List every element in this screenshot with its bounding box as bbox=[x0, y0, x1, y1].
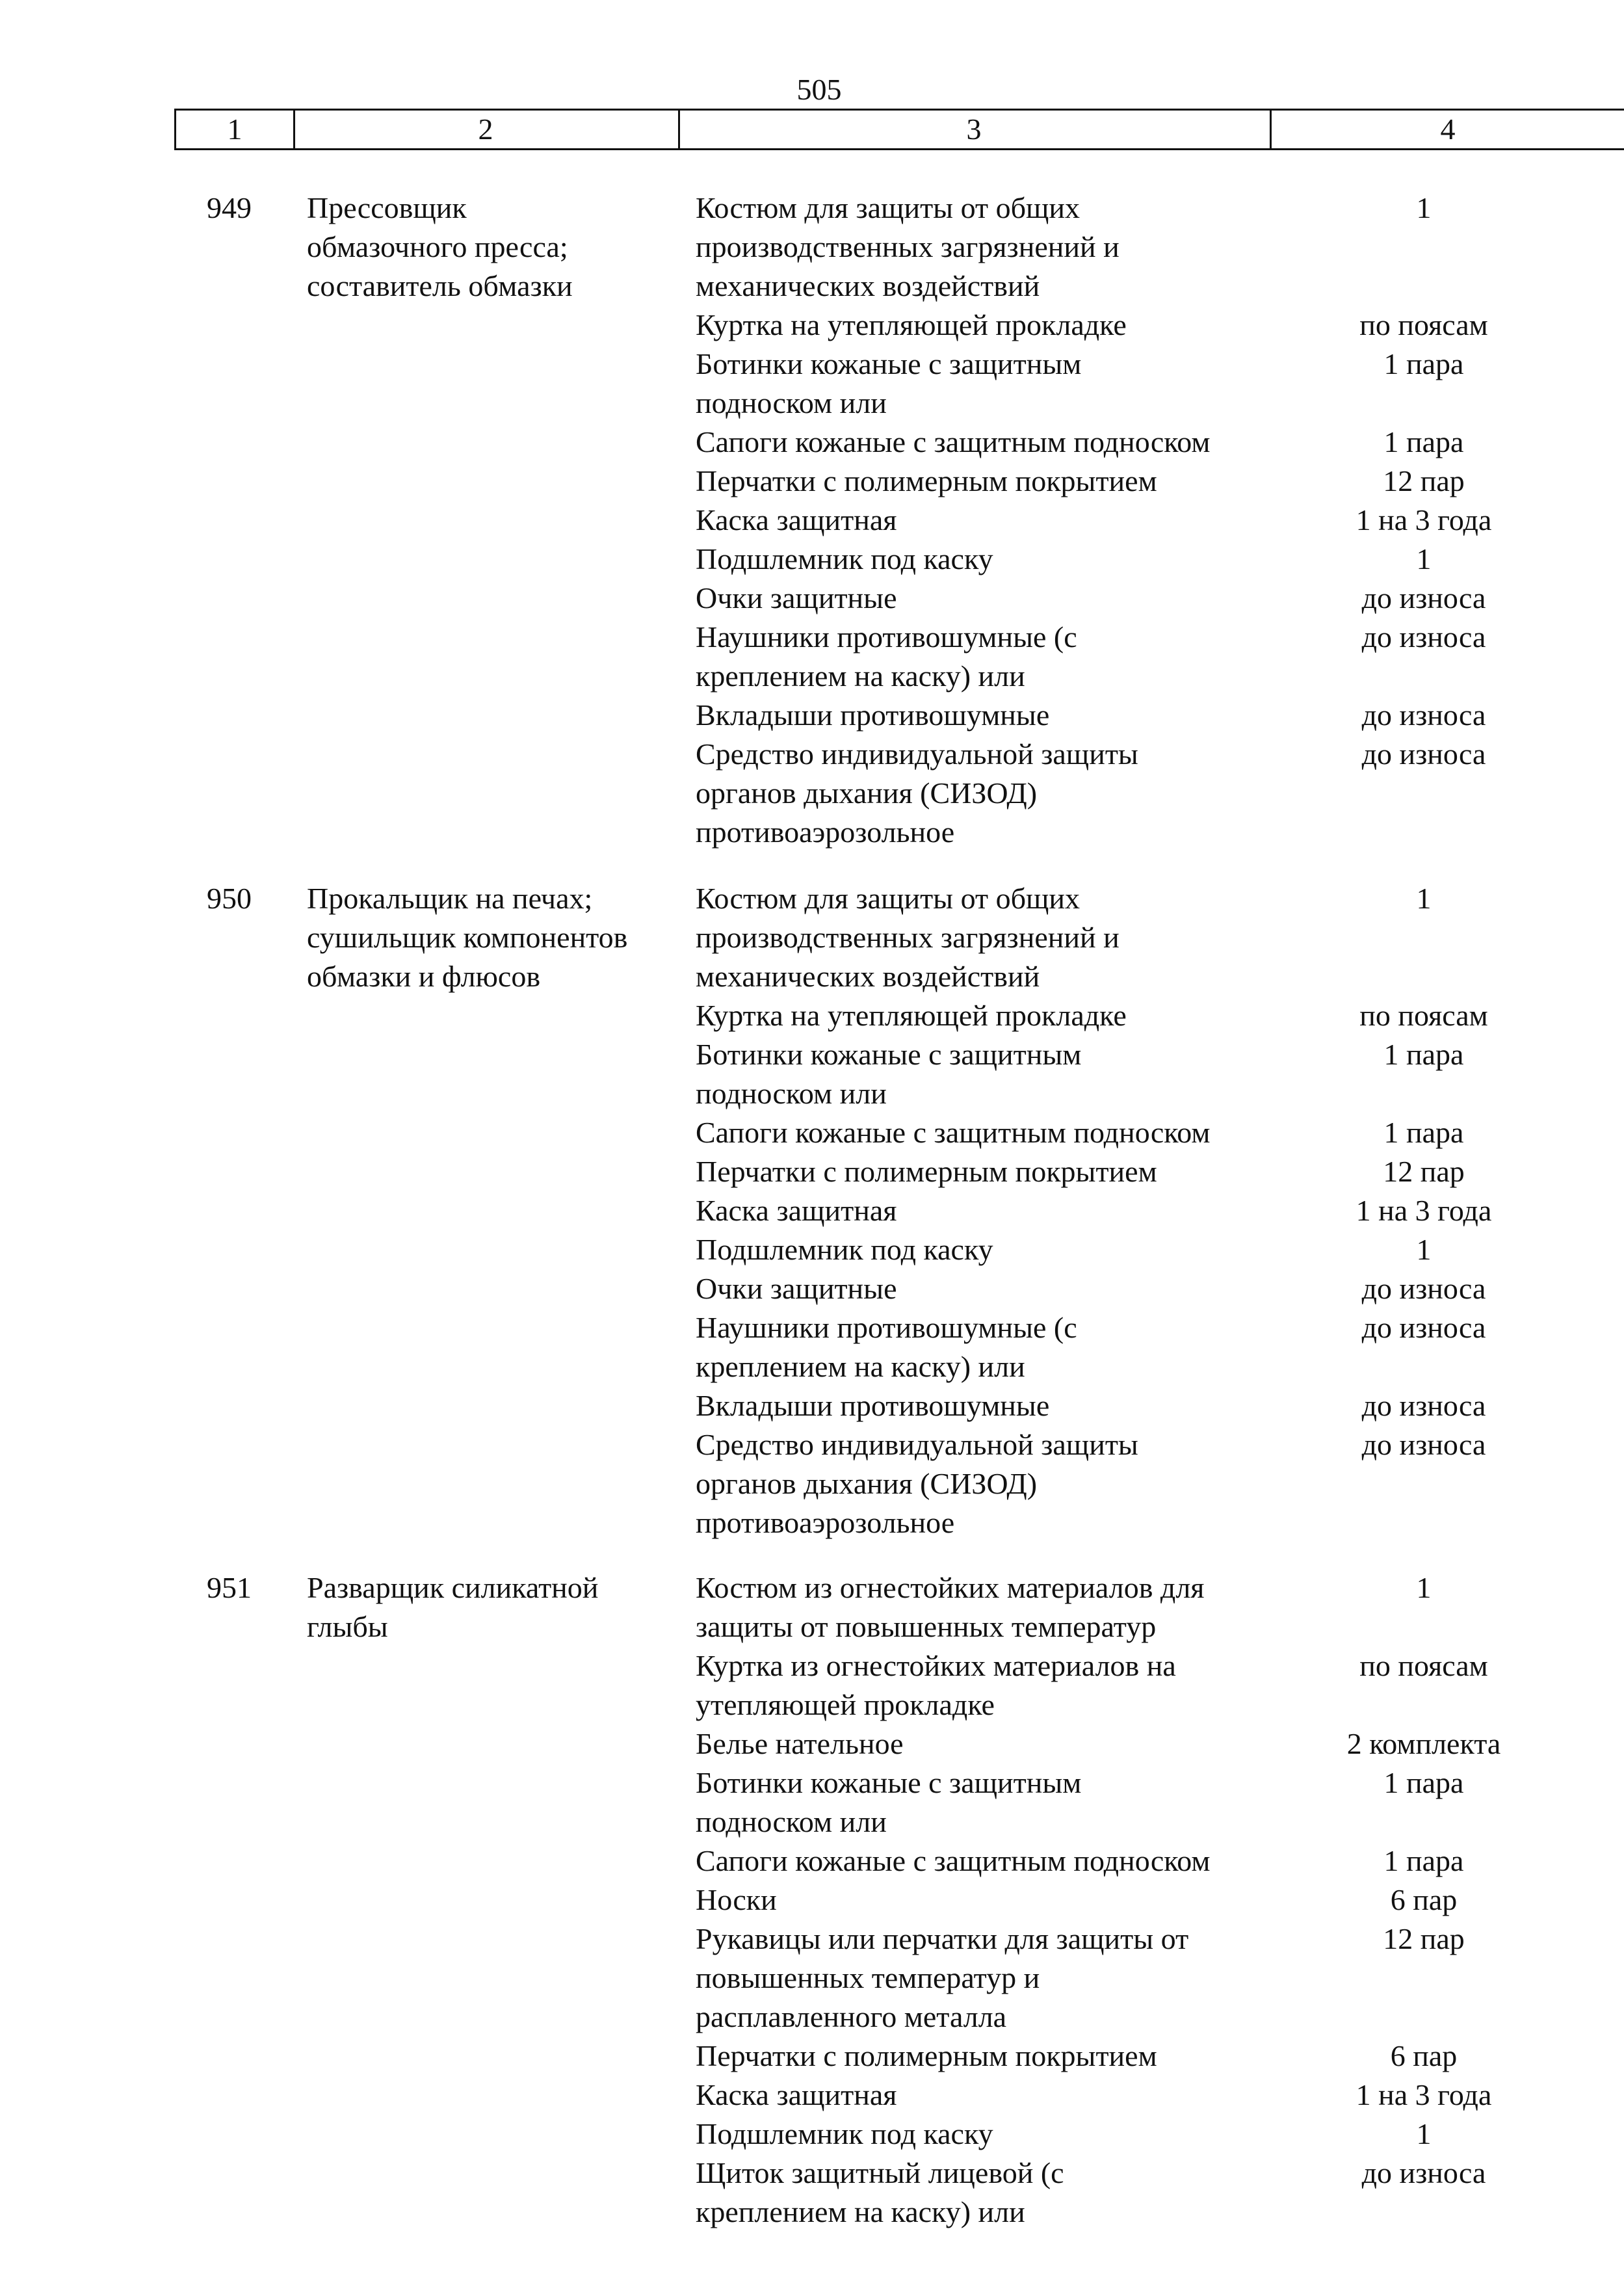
ppe-item-name-line: Подшлемник под каску bbox=[696, 2117, 993, 2150]
ppe-item-name bbox=[696, 2154, 1294, 2232]
ppe-item-name-line: Щиток защитный лицевой (с bbox=[696, 2156, 1064, 2189]
ppe-item-name-line: противоаэрозольное bbox=[696, 815, 955, 849]
ppe-item-quantity: до износа bbox=[1361, 737, 1486, 771]
ppe-item-quantity: 1 пара bbox=[1383, 1844, 1464, 1877]
ppe-item-name-line: Сапоги кожаные с защитным подноском bbox=[696, 1844, 1211, 1877]
ppe-item-quantity: 1 bbox=[1416, 882, 1432, 915]
ppe-item-quantity: 12 пар bbox=[1383, 464, 1465, 497]
ppe-item-name bbox=[696, 1269, 1294, 1308]
ppe-item-name-line: органов дыхания (СИЗОД) bbox=[696, 776, 1038, 810]
ppe-item-name-line: Костюм для защиты от общих bbox=[696, 191, 1080, 224]
ppe-item-quantity: до износа bbox=[1361, 1389, 1486, 1422]
ppe-item bbox=[0, 2154, 1624, 2232]
ppe-item-name-line: креплением на каску) или bbox=[696, 659, 1025, 693]
ppe-item-name-line: производственных загрязнений и bbox=[696, 230, 1120, 263]
column-header-1: 1 bbox=[176, 111, 295, 148]
entry-number: 950 bbox=[207, 882, 252, 915]
ppe-item bbox=[0, 1841, 1624, 1880]
ppe-item bbox=[0, 540, 1624, 579]
ppe-item-name-line: Ботинки кожаные с защитным bbox=[696, 1766, 1082, 1799]
ppe-item-name bbox=[696, 1308, 1294, 1386]
ppe-item bbox=[0, 1230, 1624, 1269]
ppe-item-quantity: 1 на 3 года bbox=[1356, 2078, 1492, 2111]
ppe-item-name bbox=[696, 1386, 1294, 1425]
ppe-item-quantity: 1 на 3 года bbox=[1356, 1194, 1492, 1227]
ppe-item-name-line: расплавленного металла bbox=[696, 2000, 1007, 2033]
ppe-item bbox=[0, 501, 1624, 540]
ppe-item-name bbox=[696, 1568, 1294, 1646]
ppe-item-name-line: защиты от повышенных температур bbox=[696, 1610, 1157, 1643]
ppe-item-name-line: Перчатки с полимерным покрытием bbox=[696, 2039, 1157, 2072]
ppe-item bbox=[0, 879, 1624, 996]
ppe-item bbox=[0, 579, 1624, 618]
ppe-item-name-line: Средство индивидуальной защиты bbox=[696, 1428, 1138, 1461]
table-header bbox=[174, 109, 1624, 150]
column-header-4: 4 bbox=[1440, 112, 1456, 146]
ppe-item bbox=[0, 618, 1624, 696]
ppe-item-name-line: креплением на каску) или bbox=[696, 1350, 1025, 1383]
ppe-item-name-line: Каска защитная bbox=[696, 1194, 897, 1227]
ppe-item bbox=[0, 1035, 1624, 1113]
ppe-item-quantity: 6 пар bbox=[1390, 1883, 1458, 1916]
ppe-item-name bbox=[696, 696, 1294, 735]
ppe-item-name-line: Вкладыши противошумные bbox=[696, 698, 1050, 732]
ppe-item-quantity: 1 на 3 года bbox=[1356, 503, 1492, 536]
page-number: 505 bbox=[796, 73, 842, 106]
ppe-item-quantity: 1 пара bbox=[1383, 1766, 1464, 1799]
ppe-item bbox=[0, 1386, 1624, 1425]
ppe-item-name-line: Подшлемник под каску bbox=[696, 1233, 993, 1266]
ppe-item-name-line: производственных загрязнений и bbox=[696, 921, 1120, 954]
ppe-item-name-line: Наушники противошумные (с bbox=[696, 1311, 1077, 1344]
ppe-item-quantity: до износа bbox=[1361, 581, 1486, 614]
ppe-item-name-line: подноском или bbox=[696, 386, 887, 419]
ppe-item-name-line: подноском или bbox=[696, 1077, 887, 1110]
ppe-item-name-line: механических воздействий bbox=[696, 960, 1040, 993]
ppe-item bbox=[0, 735, 1624, 852]
ppe-item-name bbox=[696, 2076, 1294, 2115]
ppe-item-name-line: утепляющей прокладке bbox=[696, 1688, 995, 1721]
profession-line: Разварщик силикатной bbox=[307, 1571, 599, 1604]
ppe-item bbox=[0, 996, 1624, 1035]
ppe-item bbox=[0, 1191, 1624, 1230]
ppe-item-name bbox=[696, 189, 1294, 306]
ppe-item-quantity: 2 комплекта bbox=[1346, 1727, 1501, 1760]
ppe-item bbox=[0, 189, 1624, 306]
ppe-item-name bbox=[696, 618, 1294, 696]
ppe-item bbox=[0, 345, 1624, 423]
ppe-item-name-line: Сапоги кожаные с защитным подноском bbox=[696, 1116, 1211, 1149]
ppe-item-quantity: до износа bbox=[1361, 620, 1486, 653]
ppe-item-quantity: по поясам bbox=[1359, 1649, 1488, 1682]
ppe-item-name bbox=[696, 423, 1294, 462]
ppe-item-name-line: повышенных температур и bbox=[696, 1961, 1040, 1994]
ppe-item-name-line: Подшлемник под каску bbox=[696, 542, 993, 575]
ppe-item-name bbox=[696, 1841, 1294, 1880]
ppe-item-quantity: до износа bbox=[1361, 1311, 1486, 1344]
ppe-item-name-line: Костюм для защиты от общих bbox=[696, 882, 1080, 915]
profession-line: сушильщик компонентов bbox=[307, 921, 628, 954]
ppe-item-name-line: Костюм из огнестойких материалов для bbox=[696, 1571, 1205, 1604]
ppe-item-name bbox=[696, 1724, 1294, 1763]
ppe-item-quantity: 1 bbox=[1416, 1571, 1432, 1604]
ppe-item-quantity: 12 пар bbox=[1383, 1922, 1465, 1955]
ppe-item-name-line: противоаэрозольное bbox=[696, 1506, 955, 1539]
ppe-item bbox=[0, 1113, 1624, 1152]
ppe-item-name-line: Куртка на утепляющей прокладке bbox=[696, 999, 1127, 1032]
profession-line: обмазочного пресса; bbox=[307, 230, 568, 263]
ppe-item-name-line: Рукавицы или перчатки для защиты от bbox=[696, 1922, 1189, 1955]
profession-line: глыбы bbox=[307, 1610, 388, 1643]
ppe-item bbox=[0, 696, 1624, 735]
ppe-item-name-line: креплением на каску) или bbox=[696, 2195, 1025, 2228]
entry-number: 951 bbox=[207, 1571, 252, 1604]
ppe-item-name bbox=[696, 735, 1294, 852]
ppe-item-name-line: Каска защитная bbox=[696, 503, 897, 536]
ppe-item-name bbox=[696, 1035, 1294, 1113]
ppe-item bbox=[0, 1763, 1624, 1841]
ppe-item bbox=[0, 1152, 1624, 1191]
ppe-item-name-line: Очки защитные bbox=[696, 1272, 897, 1305]
ppe-item-name-line: Белье нательное bbox=[696, 1727, 904, 1760]
ppe-item bbox=[0, 2115, 1624, 2154]
ppe-item-name-line: Перчатки с полимерным покрытием bbox=[696, 464, 1157, 497]
column-header-2: 2 bbox=[293, 111, 680, 148]
ppe-item-name-line: Очки защитные bbox=[696, 581, 897, 614]
ppe-item-name-line: подноском или bbox=[696, 1805, 887, 1838]
ppe-item-quantity: по поясам bbox=[1359, 999, 1488, 1032]
ppe-item-name-line: механических воздействий bbox=[696, 269, 1040, 302]
ppe-item-quantity: до износа bbox=[1361, 1272, 1486, 1305]
ppe-item-quantity: 1 bbox=[1416, 2117, 1432, 2150]
ppe-item-name bbox=[696, 345, 1294, 423]
ppe-item-list bbox=[0, 879, 1624, 1542]
ppe-item-name-line: органов дыхания (СИЗОД) bbox=[696, 1467, 1038, 1500]
ppe-item-name bbox=[696, 462, 1294, 501]
ppe-item-name bbox=[696, 1191, 1294, 1230]
column-header-3: 3 bbox=[678, 111, 1272, 148]
ppe-item bbox=[0, 2076, 1624, 2115]
ppe-item bbox=[0, 2037, 1624, 2076]
ppe-item bbox=[0, 1880, 1624, 1920]
ppe-item-quantity: 1 пара bbox=[1383, 347, 1464, 380]
ppe-item-name bbox=[696, 579, 1294, 618]
ppe-item bbox=[0, 423, 1624, 462]
ppe-item-list bbox=[0, 1568, 1624, 2232]
ppe-item-name bbox=[696, 1880, 1294, 1920]
ppe-item-name bbox=[696, 2115, 1294, 2154]
ppe-item bbox=[0, 306, 1624, 345]
ppe-item-quantity: 1 bbox=[1416, 1233, 1432, 1266]
profession-line: Прессовщик bbox=[307, 191, 467, 224]
ppe-item-name-line: Носки bbox=[696, 1883, 777, 1916]
ppe-item-name bbox=[696, 879, 1294, 996]
ppe-item bbox=[0, 1646, 1624, 1724]
ppe-item bbox=[0, 1425, 1624, 1542]
ppe-item-name bbox=[696, 996, 1294, 1035]
ppe-item-name-line: Куртка из огнестойких материалов на bbox=[696, 1649, 1176, 1682]
ppe-item bbox=[0, 1920, 1624, 2037]
ppe-item-name-line: Ботинки кожаные с защитным bbox=[696, 347, 1082, 380]
ppe-item bbox=[0, 1568, 1624, 1646]
ppe-item-name bbox=[696, 1920, 1294, 2037]
ppe-item-name bbox=[696, 1152, 1294, 1191]
ppe-item-quantity: 1 пара bbox=[1383, 1116, 1464, 1149]
ppe-item bbox=[0, 462, 1624, 501]
entry-number: 949 bbox=[207, 191, 252, 224]
ppe-item-name-line: Каска защитная bbox=[696, 2078, 897, 2111]
ppe-item-name bbox=[696, 1230, 1294, 1269]
ppe-item-quantity: 1 пара bbox=[1383, 1038, 1464, 1071]
ppe-item-name-line: Перчатки с полимерным покрытием bbox=[696, 1155, 1157, 1188]
ppe-item-quantity: до износа bbox=[1361, 1428, 1486, 1461]
ppe-item-name-line: Средство индивидуальной защиты bbox=[696, 737, 1138, 771]
ppe-item-name bbox=[696, 501, 1294, 540]
ppe-item bbox=[0, 1724, 1624, 1763]
ppe-item-name-line: Наушники противошумные (с bbox=[696, 620, 1077, 653]
ppe-item-name bbox=[696, 1763, 1294, 1841]
ppe-item-name-line: Сапоги кожаные с защитным подноском bbox=[696, 425, 1211, 458]
ppe-item-quantity: 6 пар bbox=[1390, 2039, 1458, 2072]
profession-line: Прокальщик на печах; bbox=[307, 882, 593, 915]
ppe-item-quantity: 12 пар bbox=[1383, 1155, 1465, 1188]
ppe-item-quantity: 1 bbox=[1416, 191, 1432, 224]
ppe-item-quantity: до износа bbox=[1361, 2156, 1486, 2189]
ppe-item-quantity: 1 пара bbox=[1383, 425, 1464, 458]
ppe-item-name bbox=[696, 1113, 1294, 1152]
ppe-item-quantity: 1 bbox=[1416, 542, 1432, 575]
profession-line: обмазки и флюсов bbox=[307, 960, 541, 993]
profession-line: составитель обмазки bbox=[307, 269, 573, 302]
ppe-item bbox=[0, 1308, 1624, 1386]
ppe-item bbox=[0, 1269, 1624, 1308]
ppe-item-name-line: Куртка на утепляющей прокладке bbox=[696, 308, 1127, 341]
ppe-item-name-line: Ботинки кожаные с защитным bbox=[696, 1038, 1082, 1071]
ppe-item-name-line: Вкладыши противошумные bbox=[696, 1389, 1050, 1422]
ppe-item-list bbox=[0, 189, 1624, 852]
ppe-item-name bbox=[696, 2037, 1294, 2076]
ppe-item-name bbox=[696, 540, 1294, 579]
ppe-item-name bbox=[696, 1425, 1294, 1542]
ppe-item-name bbox=[696, 306, 1294, 345]
ppe-item-quantity: по поясам bbox=[1359, 308, 1488, 341]
ppe-item-quantity: до износа bbox=[1361, 698, 1486, 732]
ppe-item-name bbox=[696, 1646, 1294, 1724]
